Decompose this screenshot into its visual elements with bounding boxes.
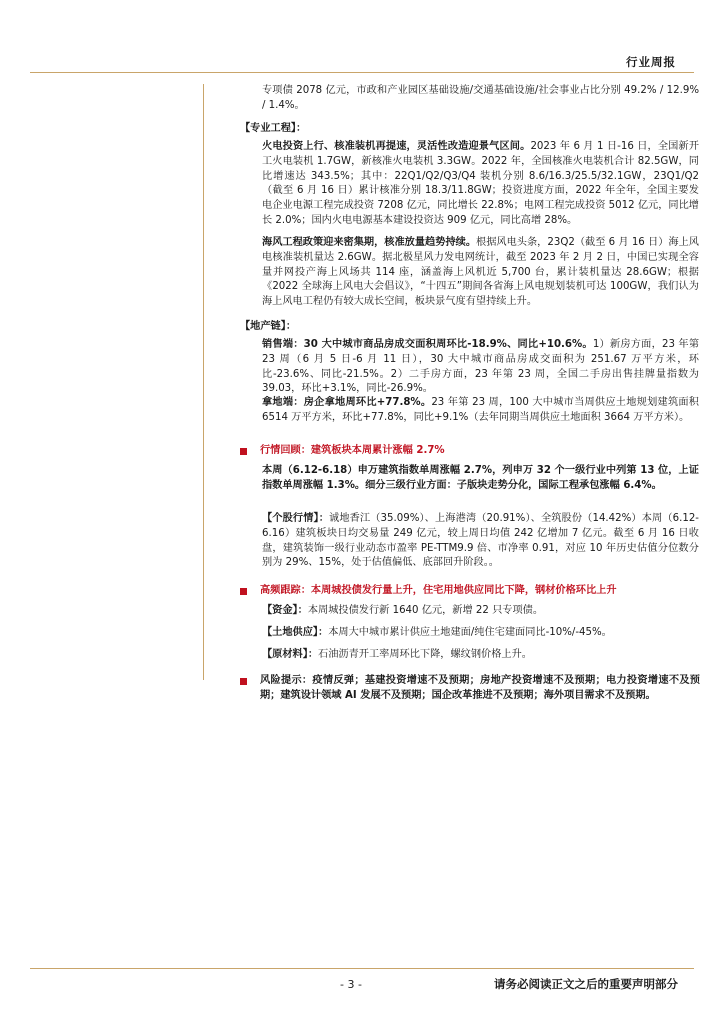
wind-paragraph [262, 236, 699, 310]
report-type-label: 行业周报 [626, 55, 676, 69]
funds-paragraph [262, 604, 699, 619]
disclaimer-note: 请务必阅读正文之后的重要声明部分 [494, 977, 678, 991]
wind-body: 根据风电头条，23Q2（截至 6 月 16 日）海上风电核准装机量达 2.6GW。据北极星风力发电网统计，截至 2023 年 2 月 2 日，中国已实现全容量并网投产海上风场共 114 座，涵盖海上风机近 5,700 台，累计装机量达 28.6GW；根据《2022 全球海上风电大会倡议》，“十四五”期间各省海上风电规划装机可达 100GW，我们认为海上风电工程仍有较大成长空间，板块景气度有望持续上升。 [262, 237, 699, 308]
weekly-performance-paragraph: 本周（6.12-6.18）申万建筑指数单周涨幅 2.7%，列申万 32 个一级行业中列第 13 位，上证指数单周涨幅 1.3%。细分三级行业方面：子版块走势分化，国际工程承包涨幅 6.4%。 [262, 465, 699, 491]
header-divider [30, 72, 694, 73]
square-bullet-icon [240, 448, 247, 455]
power-lead: 火电投资上行、核准装机再提速，灵活性改造迎景气区间。 [262, 141, 531, 152]
footer-divider [30, 968, 694, 969]
risk-warning: 风险提示：疫情反弹；基建投资增速不及预期；房地产投资增速不及预期；电力投资增速不及预期；建筑设计领域 AI 发展不及预期；国企改革推进不及预期；海外项目需求不及预期。 [260, 675, 700, 701]
square-bullet-icon [240, 678, 247, 685]
funds-lead: 【资金】： [262, 605, 308, 616]
intro-paragraph: 专项债 2078 亿元，市政和产业园区基础设施/交通基础设施/社会事业占比分别 49.2% / 12.9% / 1.4%。 [262, 85, 699, 111]
sales-paragraph [262, 338, 699, 397]
stock-lead: 【个股行情】： [262, 513, 330, 524]
land-body: 23 年第 23 周，100 大中城市当周供应土地规划建筑面积 6514 万平方米，环比+77.8%，同比+9.1%（去年同期当周供应土地面积 3664 万平方米）。 [262, 397, 699, 423]
funds-body: 本周城投债发行新 1640 亿元，新增 22 只专项债。 [307, 605, 544, 616]
materials-body: 石油沥青开工率周环比下降，螺纹钢价格上升。 [318, 649, 532, 660]
power-body: 2023 年 6 月 1 日-16 日，全国新开工火电装机 1.7GW，新核准火电装机 3.3GW。2022 年，全国核准火电装机合计 82.5GW，同比增速达 343.5%；其中：22Q1/Q2/Q3/Q4 装机分别 8.6/16.3/25.5/32.1GW，23Q1/Q2（截至 6 月 16 日）累计核准分别 18.3/11.8GW；投资进度方面，2022 年全年，全国主要发电企业电源工程完成投资 7208 亿元，同比增长 22.8%；电网工程完成投资 5012 亿元，同比增长 2.0%；国内火电电源基本建设投资达 909 亿元，同比高增 28%。 [262, 141, 699, 226]
page-number: - 3 - [340, 978, 362, 991]
land-supply-body: 本周大中城市累计供应土地建面/纯住宅建面同比-10%/-45%。 [328, 627, 612, 638]
stock-body: 诚地香江（35.09%）、上海港湾（20.91%）、全筑股份（14.42%）本周（6.12-6.16）建筑板块日均交易量 249 亿元，较上周日均值 242 亿增加 7 亿元。截至 6 月 16 日收盘，建筑装饰一级行业动态市盈率 PE-TTM9.9 倍、市净率 0.91，对应 10 年历史估值分位数分别为 29%、15%，处于估值偏低、底部回升阶段。。 [262, 513, 699, 569]
materials-paragraph [262, 648, 699, 663]
land-supply-paragraph [262, 626, 699, 641]
sales-body: 1）新房方面，23 年第 23 周（6 月 5 日-6 月 11 日），30 大中城市商品房成交面积为 251.67 万平方米，环比-23.6%、同比-21.5%。2）二手房方面，23 年第 23 周，全国二手房出售挂牌量指数为 39.03，环比+3.1%，同比-26.9%。 [262, 339, 700, 395]
section-heading-professional: 【专业工程】： [240, 123, 307, 134]
sales-lead: 销售端：30 大中城市商品房成交面积周环比-18.9%、同比+10.6%。 [262, 339, 593, 350]
square-bullet-icon [240, 588, 247, 595]
section-heading-property: 【地产链】： [240, 321, 297, 332]
stock-paragraph [262, 512, 699, 571]
land-paragraph [262, 396, 699, 426]
power-paragraph [262, 140, 699, 229]
land-supply-lead: 【土地供应】： [262, 627, 329, 638]
land-lead: 拿地端：房企拿地周环比+77.8%。 [262, 397, 432, 408]
materials-lead: 【原材料】： [262, 649, 319, 660]
wind-lead: 海风工程政策迎来密集期，核准放量趋势持续。 [262, 237, 477, 248]
review-heading: 行情回顾：建筑板块本周累计涨幅 2.7% [260, 445, 445, 456]
sidebar-divider [203, 84, 204, 680]
tracking-heading: 高频跟踪：本周城投债发行量上升，住宅用地供应同比下降，钢材价格环比上升 [260, 585, 617, 596]
